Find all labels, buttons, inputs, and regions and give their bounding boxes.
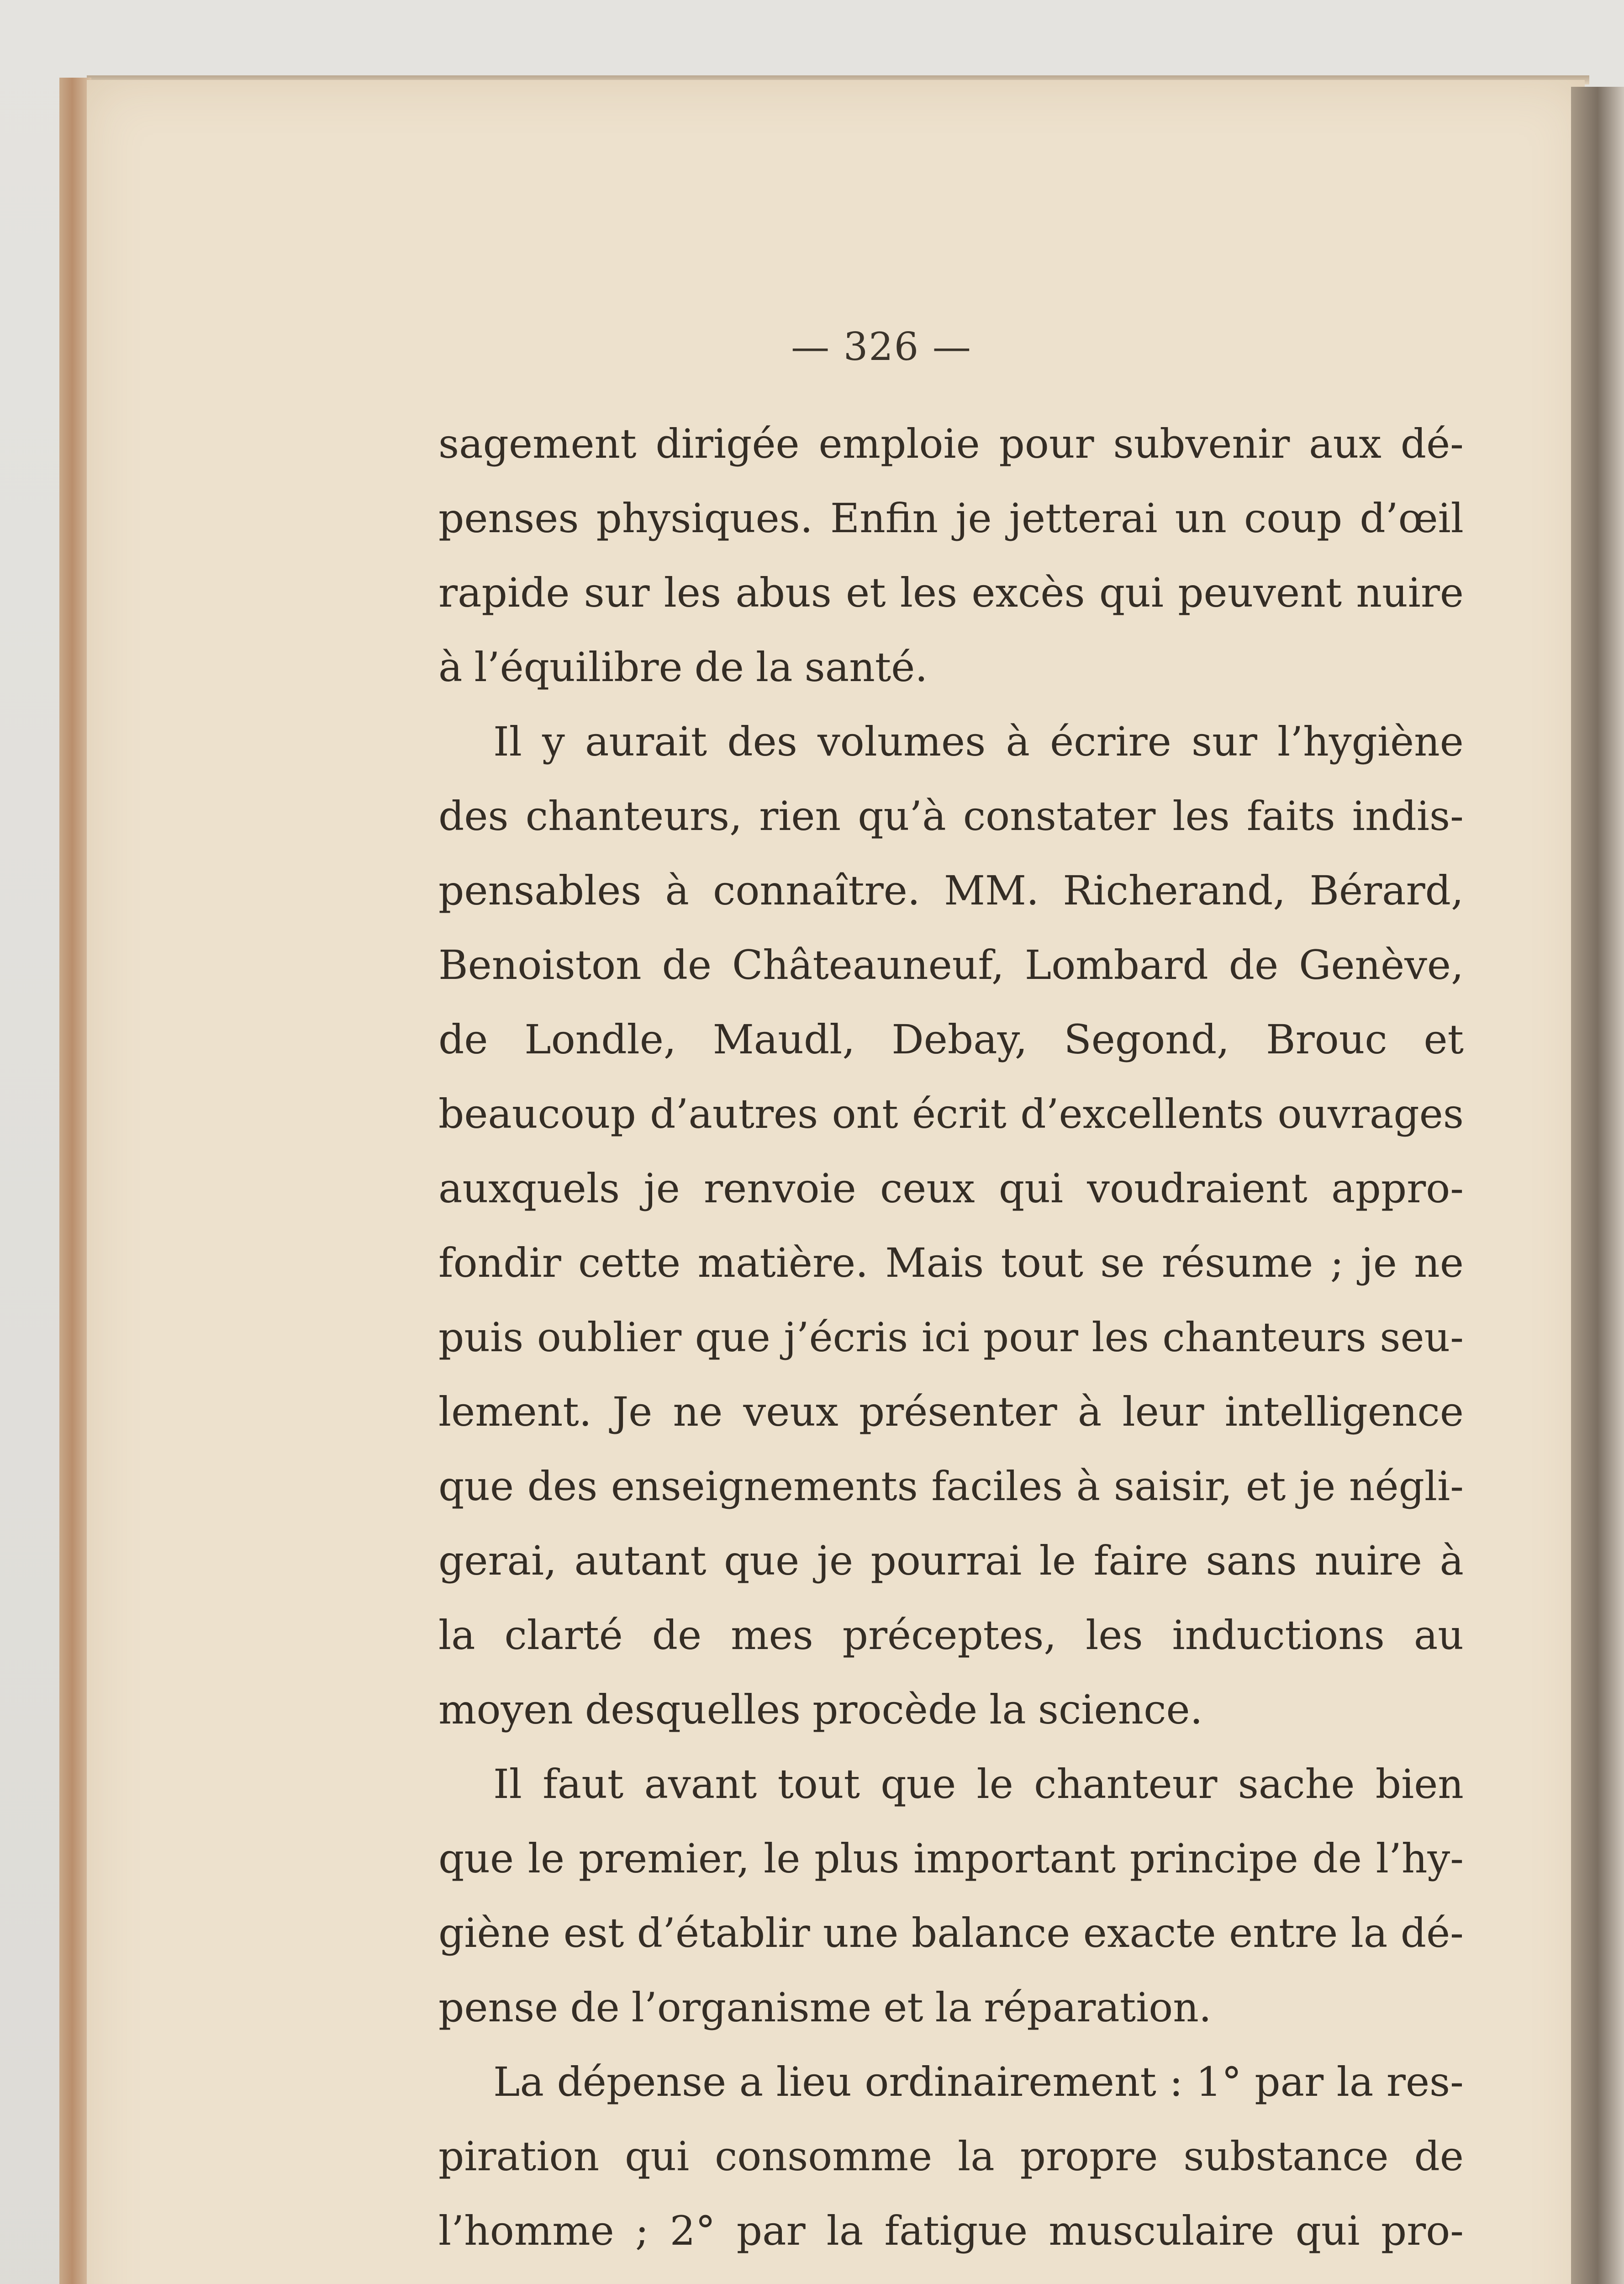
text-line: Il faut avant tout que le chanteur sache bien (493, 1761, 1464, 1808)
text-line: l’homme ; 2° par la fatigue musculaire qui pro- (438, 2207, 1464, 2254)
text-line: puis oublier que j’écris ici pour les chanteurs seu- (438, 1314, 1464, 1361)
text-line: la clarté de mes préceptes, les inductions au (438, 1612, 1464, 1659)
binding-gutter (1571, 87, 1624, 2284)
text-line: des chanteurs, rien qu’à constater les faits indis- (438, 793, 1464, 840)
text-line: lement. Je ne veux présenter à leur intelligence (438, 1388, 1464, 1435)
text-line: penses physiques. Enfin je jetterai un coup d’œil (438, 495, 1464, 542)
text-line: beaucoup d’autres ont écrit d’excellents ouvrages (438, 1090, 1464, 1137)
text-line: La dépense a lieu ordinairement : 1° par la res- (493, 2058, 1464, 2105)
text-line: pense de l’organisme et la réparation. (438, 1984, 1212, 2031)
text-line: moyen desquelles procède la science. (438, 1686, 1203, 1733)
text-line: rapide sur les abus et les excès qui peuvent nuire (438, 569, 1464, 616)
page-number: — 326 — (791, 324, 972, 369)
body-text (438, 407, 1464, 2268)
text-line: piration qui consomme la propre substance de (438, 2133, 1464, 2180)
text-line: pensables à connaître. MM. Richerand, Bérard, (438, 867, 1464, 914)
text-line: que le premier, le plus important principe de l’hy- (438, 1835, 1464, 1882)
text-line: fondir cette matière. Mais tout se résume ; je ne (438, 1239, 1464, 1286)
text-line: sagement dirigée emploie pour subvenir aux dé- (438, 420, 1464, 467)
text-line: Il y aurait des volumes à écrire sur l’hygiène (493, 718, 1464, 765)
text-line: giène est d’établir une balance exacte entre la dé- (438, 1909, 1464, 1956)
text-line: gerai, autant que je pourrai le faire sans nuire à (438, 1537, 1464, 1584)
text-line: à l’équilibre de la santé. (438, 644, 928, 691)
text-line: que des enseignements faciles à saisir, et je négli- (438, 1463, 1464, 1510)
text-line: auxquels je renvoie ceux qui voudraient appro- (438, 1165, 1464, 1212)
text-line: de Londle, Maudl, Debay, Segond, Brouc et (438, 1016, 1464, 1063)
text-line: Benoiston de Châteauneuf, Lombard de Genève, (438, 941, 1464, 989)
